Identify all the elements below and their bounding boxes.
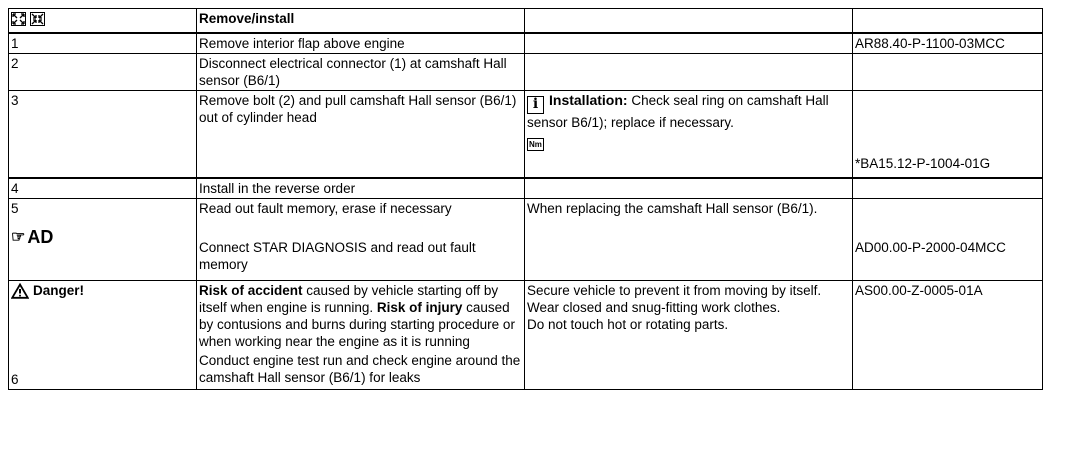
installation-text: Check seal ring on camshaft Hall sensor B6/1); replace if necessary.	[527, 92, 829, 130]
step-note	[525, 53, 853, 90]
step-text: Install in the reverse order	[197, 178, 525, 199]
procedure-table	[8, 8, 1043, 390]
table-row	[9, 178, 1043, 199]
step-ref	[853, 53, 1043, 90]
step-number: 6	[11, 371, 19, 387]
danger-warning	[11, 282, 84, 299]
step-text: Disconnect electrical connector (1) at camshaft Hall sensor (B6/1)	[197, 53, 525, 90]
header-empty	[525, 9, 853, 33]
step-number: 2	[9, 53, 197, 90]
table-row	[9, 53, 1043, 90]
step-number: 4	[9, 178, 197, 199]
hand-pointer-icon: ☞	[11, 229, 26, 246]
table-row	[9, 33, 1043, 54]
warning-triangle-icon	[11, 283, 29, 299]
expand-icon[interactable]	[11, 12, 26, 26]
info-icon: i	[527, 96, 544, 114]
header-empty	[853, 9, 1043, 33]
torque-ref[interactable]: *BA15.12-P-1004-01G	[855, 156, 991, 171]
step-text-line: Read out fault memory, erase if necessary	[199, 201, 452, 216]
step-note	[525, 90, 853, 178]
step-text: Remove interior flap above engine	[197, 33, 525, 54]
expand-icon[interactable]	[30, 12, 45, 26]
step-text	[197, 281, 525, 390]
safety-note: Wear closed and snug-fitting work clothes.	[527, 300, 781, 315]
table-row	[9, 281, 1043, 390]
step-note	[525, 281, 853, 390]
risk-text: caused by vehicle starting off by itself when engine is running.	[199, 283, 499, 315]
step-number: 1	[9, 33, 197, 54]
installation-title: Installation:	[549, 91, 628, 108]
step-text	[197, 199, 525, 281]
danger-cell	[9, 281, 197, 390]
torque-icon[interactable]: Nm	[529, 139, 542, 149]
step-text: Remove bolt (2) and pull camshaft Hall sensor (B6/1) out of cylinder head	[197, 90, 525, 178]
table-row	[9, 199, 1043, 281]
table-row	[9, 90, 1043, 178]
step-number: 3	[9, 90, 197, 178]
step-ref	[853, 178, 1043, 199]
danger-label: Danger!	[33, 283, 85, 298]
ad-label: AD	[27, 227, 54, 247]
risk-title: Risk of injury	[376, 300, 463, 315]
diagnosis-ref[interactable]: AD00.00-P-2000-04MCC	[855, 240, 1006, 255]
header-title: Remove/install	[197, 9, 525, 33]
star-diagnosis-marker	[11, 229, 53, 246]
step-text-line: Connect STAR DIAGNOSIS and read out fault memory	[199, 240, 476, 272]
header-row	[9, 9, 1043, 33]
risk-title: Risk of accident	[199, 283, 303, 298]
step-number	[9, 199, 197, 281]
safety-note: Secure vehicle to prevent it from moving by itself.	[527, 283, 822, 298]
step-number-value: 5	[11, 201, 19, 216]
header-icons-cell	[9, 9, 197, 33]
risk-text: caused by contusions and burns during starting procedure or when working near the engine as it is running	[199, 300, 515, 349]
step-note: When replacing the camshaft Hall sensor (B6/1).	[525, 199, 853, 281]
step-ref[interactable]: AS00.00-Z-0005-01A	[853, 281, 1043, 390]
step-ref[interactable]: AR88.40-P-1100-03MCC	[853, 33, 1043, 54]
step-note	[525, 178, 853, 199]
step-ref	[853, 90, 1043, 178]
step-ref	[853, 199, 1043, 281]
step-text-line: Conduct engine test run and check engine around the camshaft Hall sensor (B6/1) for leaks	[199, 353, 521, 385]
safety-note: Do not touch hot or rotating parts.	[527, 317, 729, 332]
step-note	[525, 33, 853, 54]
